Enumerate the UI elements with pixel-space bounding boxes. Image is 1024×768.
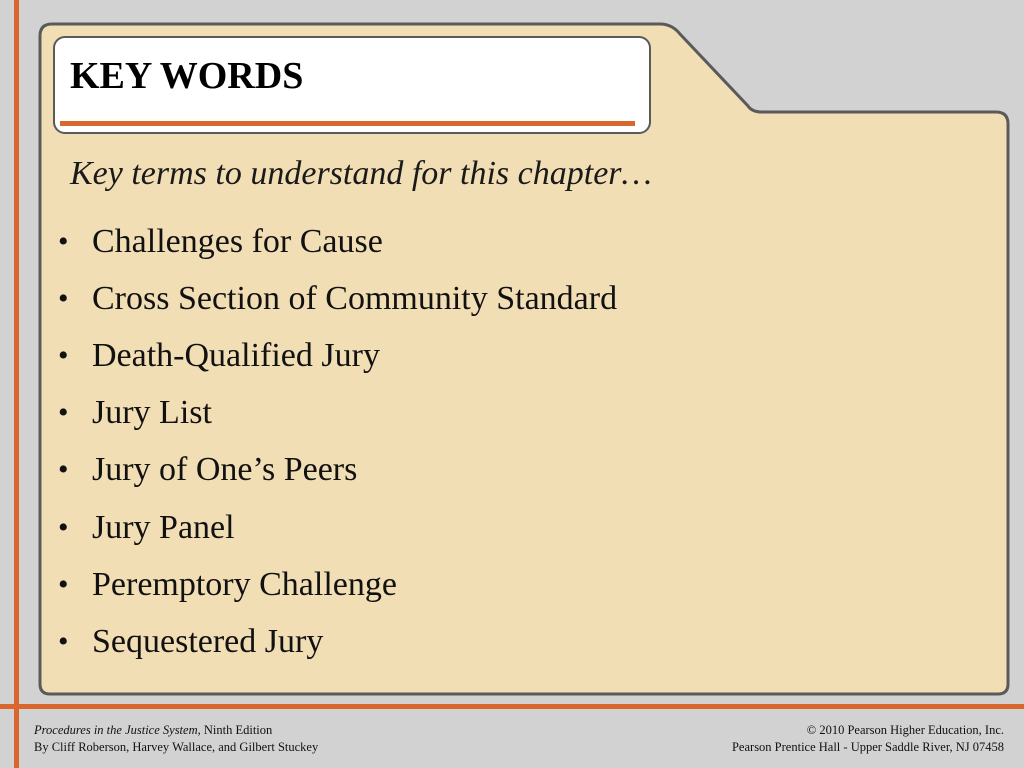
bullet: • (58, 624, 69, 658)
footer-left (34, 722, 318, 756)
bullet: • (58, 510, 69, 544)
bullet: • (58, 338, 69, 372)
list-item (58, 442, 617, 499)
list-item (58, 499, 617, 556)
list-item (58, 613, 617, 670)
bullet: • (58, 224, 69, 258)
footer-book-line (34, 722, 318, 739)
slide-title: KEY WORDS (70, 55, 304, 97)
footer-authors: By Cliff Roberson, Harvey Wallace, and Gilbert Stuckey (34, 740, 319, 754)
bullet: • (58, 453, 69, 487)
footer-edition: Ninth Edition (200, 723, 273, 737)
title-underline (60, 121, 635, 126)
list-item (58, 327, 617, 384)
footer-right (732, 722, 1004, 756)
term-label: Challenges for Cause (92, 222, 383, 260)
list-item (58, 556, 617, 613)
footer-publisher: Pearson Prentice Hall - Upper Saddle River, NJ 07458 (731, 740, 1004, 754)
bottom-accent-rule (0, 704, 1024, 709)
term-label: Peremptory Challenge (92, 565, 397, 603)
term-label: Jury of One’s Peers (92, 451, 358, 489)
list-item (58, 213, 617, 270)
left-accent-rule (14, 0, 19, 768)
term-label: Jury List (92, 394, 212, 432)
bullet: • (58, 567, 69, 601)
term-label: Cross Section of Community Standard (92, 279, 618, 317)
term-label: Sequestered Jury (92, 622, 324, 660)
term-label: Death-Qualified Jury (92, 336, 380, 374)
list-item (58, 385, 617, 442)
key-terms-list (58, 213, 617, 671)
footer-book-title: Procedures in the Justice System, (34, 723, 201, 737)
slide-subtitle: Key terms to understand for this chapter… (70, 155, 652, 192)
bullet: • (58, 281, 69, 315)
bullet: • (58, 396, 69, 430)
term-label: Jury Panel (92, 508, 235, 546)
list-item (58, 270, 617, 327)
footer-copyright: © 2010 Pearson Higher Education, Inc. (806, 723, 1004, 737)
